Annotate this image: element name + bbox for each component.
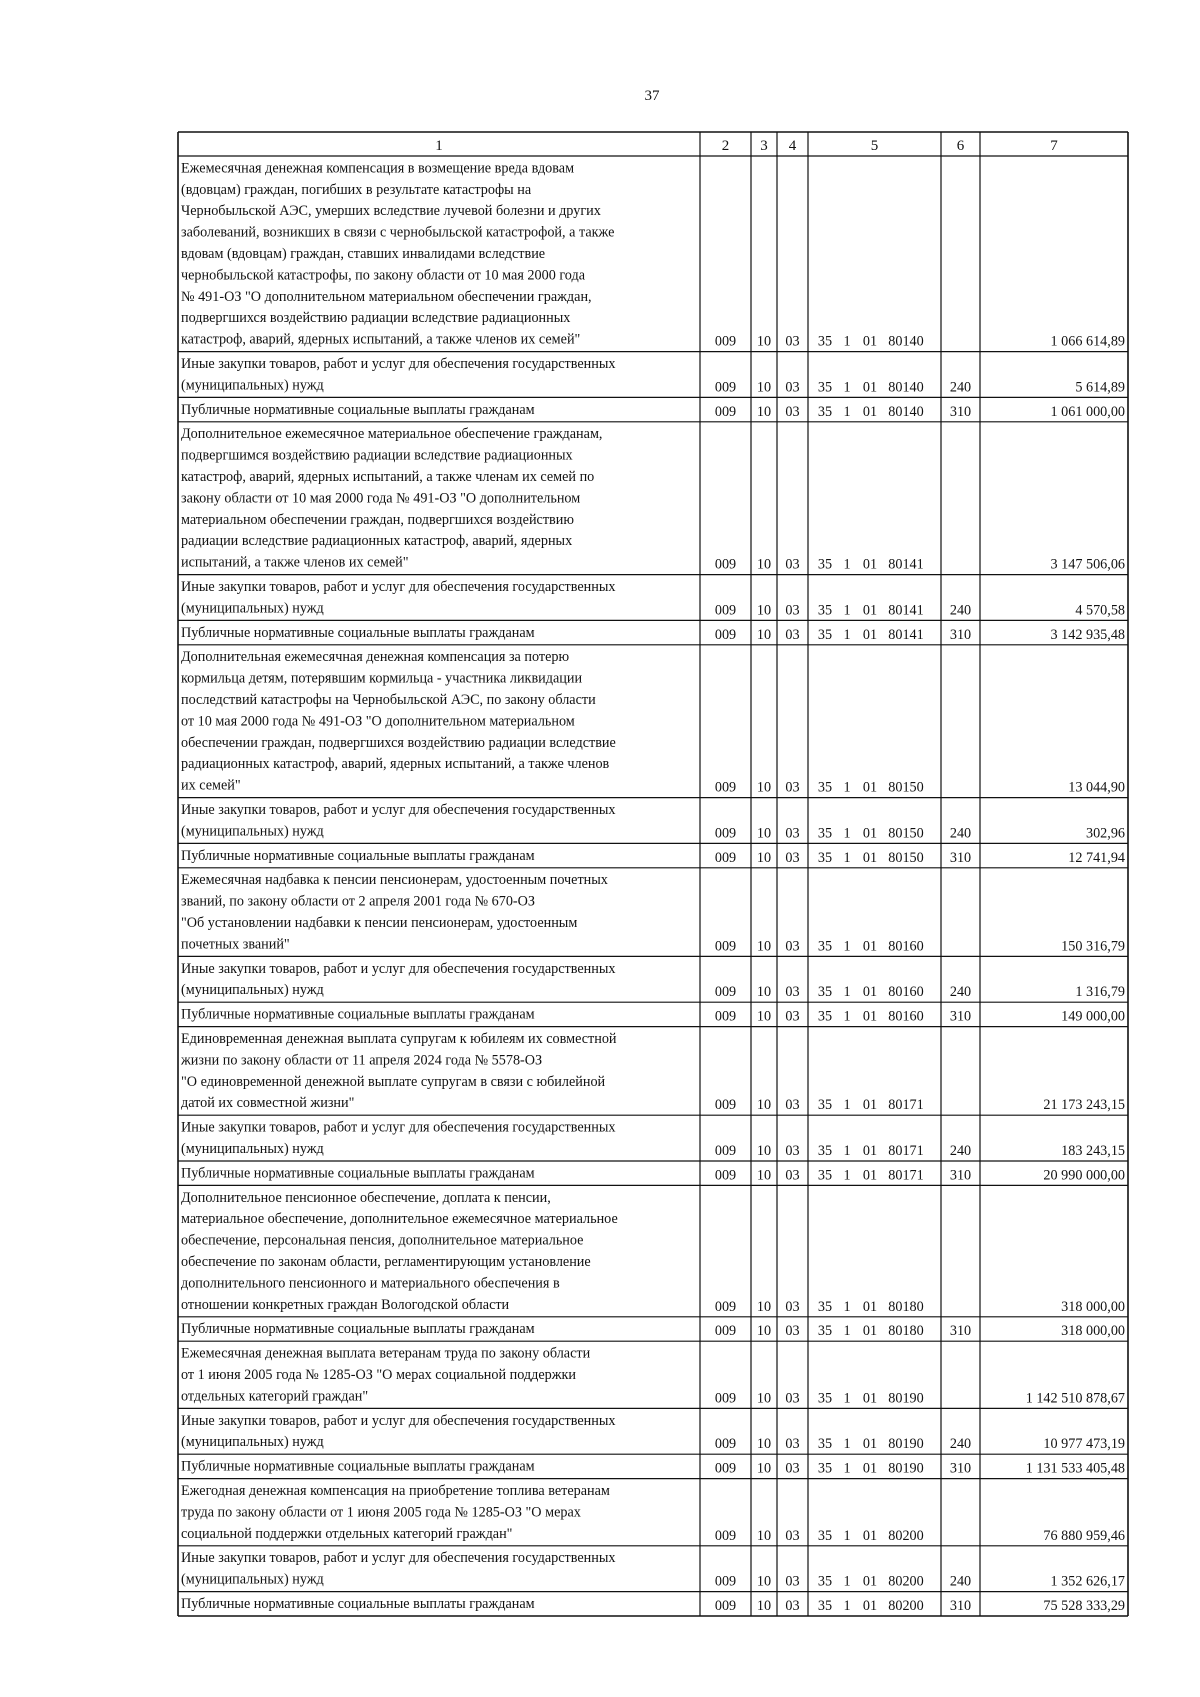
cell-target-type: 1 [843,1573,851,1590]
cell-amount: 1 061 000,00 [1050,403,1125,420]
cell-target-subprogram: 01 [862,1390,878,1407]
cell-amount: 1 316,79 [1075,984,1125,1001]
cell-subsection-code: 03 [785,1460,800,1477]
cell-target-subprogram: 01 [862,1167,878,1184]
cell-target-direction: 80200 [888,1527,924,1544]
cell-ministry-code: 009 [714,333,737,350]
cell-expense-type: 310 [949,1598,972,1614]
cell-expense-type: 240 [949,602,972,619]
cell-target-direction: 80140 [888,403,924,420]
row-description-line: Иные закупки товаров, работ и услуг для обеспечения государственных [181,356,616,372]
cell-expense-type: 310 [949,1460,972,1477]
row-description-line: катастроф, аварий, ядерных испытаний, а также членов их семей" [181,331,581,348]
column-header: 6 [956,138,965,154]
cell-target-direction: 80141 [888,626,924,643]
cell-target-program: 35 [817,849,833,866]
cell-section-code: 10 [756,1390,772,1407]
cell-subsection-code: 03 [785,984,800,1001]
page-number: 37 [644,88,660,104]
cell-amount: 3 147 506,06 [1050,556,1125,573]
column-header: 1 [435,138,443,154]
cell-section-code: 10 [756,1323,772,1340]
cell-target-subprogram: 01 [862,333,878,350]
cell-subsection-code: 03 [785,403,800,420]
cell-section-code: 10 [756,1167,772,1184]
cell-target-program: 35 [817,779,833,796]
cell-target-subprogram: 01 [862,556,878,573]
cell-section-code: 10 [756,849,772,866]
column-header: 7 [1050,138,1058,154]
cell-target-subprogram: 01 [862,1436,878,1453]
row-description-line: Публичные нормативные социальные выплаты гражданам [181,1458,535,1475]
column-header: 2 [721,138,730,154]
row-description-line: подвергшимся воздействию радиации вследствие радиационных [181,447,573,464]
cell-section-code: 10 [756,1298,772,1315]
cell-target-type: 1 [843,1390,851,1407]
row-description-line: последствий катастрофы на Чернобыльской АЭС, по закону области [181,692,596,708]
row-description-line: (муниципальных) нужд [181,823,324,840]
cell-target-subprogram: 01 [862,379,878,396]
cell-target-type: 1 [843,1436,851,1453]
cell-subsection-code: 03 [785,1573,800,1590]
cell-target-direction: 80141 [888,602,924,619]
cell-target-type: 1 [843,825,851,842]
cell-expense-type: 240 [949,1573,972,1590]
cell-amount: 1 352 626,17 [1050,1573,1125,1590]
row-description-line: испытаний, а также членов их семей" [181,554,409,571]
cell-amount: 3 142 935,48 [1050,626,1125,643]
row-description-line: Иные закупки товаров, работ и услуг для обеспечения государственных [181,1550,616,1567]
cell-ministry-code: 009 [714,1298,737,1315]
cell-target-program: 35 [817,379,833,396]
cell-expense-type: 240 [949,1143,972,1159]
row-description-line: (муниципальных) нужд [181,1141,324,1157]
cell-subsection-code: 03 [785,1436,800,1453]
cell-ministry-code: 009 [714,1598,737,1614]
cell-target-direction: 80160 [888,938,924,955]
cell-target-direction: 80160 [888,984,924,1001]
cell-target-direction: 80190 [888,1460,924,1477]
cell-amount: 302,96 [1085,825,1125,842]
row-description-line: датой их совместной жизни" [181,1095,355,1112]
row-description-line: (муниципальных) нужд [181,1571,324,1588]
row-description-line: вдовам (вдовцам) граждан, ставших инвалидами вследствие [181,246,546,262]
row-description-line: почетных званий" [181,936,290,953]
cell-target-type: 1 [843,333,851,350]
row-description-line: отношении конкретных граждан Вологодской области [181,1296,510,1313]
cell-target-type: 1 [843,1598,851,1614]
cell-ministry-code: 009 [714,626,737,643]
cell-subsection-code: 03 [785,849,800,866]
cell-target-direction: 80141 [888,556,924,573]
cell-target-subprogram: 01 [862,1460,878,1477]
cell-ministry-code: 009 [714,1436,737,1453]
cell-target-type: 1 [843,1527,851,1544]
cell-target-direction: 80150 [888,825,924,842]
row-description-line: (муниципальных) нужд [181,1434,324,1451]
cell-target-subprogram: 01 [862,779,878,796]
cell-section-code: 10 [756,984,772,1001]
row-description-line: Ежемесячная надбавка к пенсии пенсионерам, удостоенным почетных [181,872,608,889]
cell-target-subprogram: 01 [862,626,878,643]
row-description-line: подвергшихся воздействию радиации вследствие радиационных [181,310,571,327]
cell-amount: 76 880 959,46 [1043,1527,1125,1544]
row-description-line: Публичные нормативные социальные выплаты гражданам [181,1006,535,1023]
row-description-line: Иные закупки товаров, работ и услуг для обеспечения государственных [181,960,616,977]
cell-target-program: 35 [817,938,833,955]
column-header: 5 [870,138,879,154]
cell-target-subprogram: 01 [862,1143,878,1159]
cell-target-direction: 80190 [888,1390,924,1407]
row-description-line: Дополнительная ежемесячная денежная компенсация за потерю [181,649,570,666]
row-description-line: Публичные нормативные социальные выплаты гражданам [181,1321,535,1338]
cell-amount: 4 570,58 [1075,602,1125,619]
cell-amount: 21 173 243,15 [1043,1097,1125,1114]
cell-target-program: 35 [817,1143,833,1159]
cell-subsection-code: 03 [785,556,800,573]
cell-amount: 150 316,79 [1061,938,1125,955]
cell-ministry-code: 009 [714,602,737,619]
cell-target-type: 1 [843,602,851,619]
row-description-line: Иные закупки товаров, работ и услуг для обеспечения государственных [181,1412,616,1429]
cell-section-code: 10 [756,1008,772,1025]
cell-ministry-code: 009 [714,1143,737,1159]
row-description-line: Ежемесячная денежная выплата ветеранам труда по закону области [181,1345,591,1362]
cell-target-type: 1 [843,403,851,420]
cell-target-program: 35 [817,1167,833,1184]
row-description-line: Иные закупки товаров, работ и услуг для обеспечения государственных [181,1119,616,1136]
cell-ministry-code: 009 [714,1573,737,1590]
cell-target-subprogram: 01 [862,403,878,420]
cell-ministry-code: 009 [714,1323,737,1340]
cell-ministry-code: 009 [714,403,737,420]
cell-target-type: 1 [843,1460,851,1477]
row-description-line: обеспечение по законам области, регламентирующим установление [181,1254,591,1270]
cell-amount: 10 977 473,19 [1043,1436,1125,1453]
row-description-line: Дополнительное пенсионное обеспечение, доплата к пенсии, [181,1189,551,1206]
cell-subsection-code: 03 [785,825,800,842]
cell-target-program: 35 [817,1298,833,1315]
row-description-line: "Об установлении надбавки к пенсии пенсионерам, удостоенным [181,915,578,931]
row-description-line: Публичные нормативные социальные выплаты гражданам [181,1165,535,1182]
row-description-line: социальной поддержки отдельных категорий граждан" [181,1525,513,1542]
cell-target-program: 35 [817,1460,833,1477]
cell-subsection-code: 03 [785,1527,800,1544]
cell-ministry-code: 009 [714,849,737,866]
row-description-line: званий, по закону области от 2 апреля 2001 года № 670-ОЗ [181,893,536,910]
cell-amount: 149 000,00 [1061,1008,1125,1025]
cell-target-subprogram: 01 [862,1008,878,1025]
cell-ministry-code: 009 [714,379,737,396]
row-description-line: от 10 мая 2000 года № 491-ОЗ "О дополнительном материальном [181,713,575,730]
cell-amount: 318 000,00 [1061,1323,1125,1340]
cell-section-code: 10 [756,1527,772,1544]
cell-ministry-code: 009 [714,1097,737,1114]
cell-target-subprogram: 01 [862,602,878,619]
cell-amount: 1 066 614,89 [1050,333,1125,350]
cell-target-subprogram: 01 [862,984,878,1001]
cell-ministry-code: 009 [714,1008,737,1025]
budget-table [178,132,1128,1616]
cell-subsection-code: 03 [785,626,800,643]
row-description-line: (муниципальных) нужд [181,377,324,394]
cell-ministry-code: 009 [714,1527,737,1544]
cell-target-type: 1 [843,626,851,643]
cell-target-program: 35 [817,1598,833,1614]
cell-target-program: 35 [817,602,833,619]
cell-amount: 1 131 533 405,48 [1025,1460,1125,1477]
cell-target-subprogram: 01 [862,1527,878,1544]
cell-target-subprogram: 01 [862,849,878,866]
cell-target-program: 35 [817,1323,833,1340]
cell-target-program: 35 [817,1008,833,1025]
cell-target-program: 35 [817,825,833,842]
cell-amount: 5 614,89 [1075,379,1125,396]
row-description-line: Публичные нормативные социальные выплаты гражданам [181,401,535,418]
row-description-line: радиационных катастроф, аварий, ядерных испытаний, а также членов [181,756,610,773]
cell-target-direction: 80200 [888,1598,924,1614]
row-description-line: катастроф, аварий, ядерных испытаний, а также членам их семей по [181,469,595,485]
row-description-line: труда по закону области от 1 июня 2005 года № 1285-ОЗ "О мерах [181,1504,581,1521]
cell-target-program: 35 [817,1097,833,1114]
cell-target-program: 35 [817,1436,833,1453]
cell-target-program: 35 [817,984,833,1001]
cell-section-code: 10 [756,403,772,420]
row-description-line: от 1 июня 2005 года № 1285-ОЗ "О мерах социальной поддержки [181,1367,577,1383]
cell-target-direction: 80190 [888,1436,924,1453]
cell-target-program: 35 [817,626,833,643]
cell-target-type: 1 [843,379,851,396]
cell-ministry-code: 009 [714,1390,737,1407]
row-description-line: радиации вследствие радиационных катастроф, аварий, ядерных [181,533,573,550]
cell-target-direction: 80171 [888,1167,924,1184]
row-description-line: Публичные нормативные социальные выплаты гражданам [181,1596,535,1612]
cell-target-subprogram: 01 [862,1598,878,1614]
cell-subsection-code: 03 [785,1598,800,1614]
cell-subsection-code: 03 [785,1167,800,1184]
cell-subsection-code: 03 [785,333,800,350]
row-description-line: Ежегодная денежная компенсация на приобретение топлива ветеранам [181,1483,610,1499]
row-description-line: кормильца детям, потерявшим кормильца - участника ликвидации [181,670,583,687]
row-description-line: "О единовременной денежной выплате супругам в связи с юбилейной [181,1073,606,1090]
cell-expense-type: 310 [949,1008,972,1025]
cell-expense-type: 310 [949,626,972,643]
cell-target-program: 35 [817,403,833,420]
cell-amount: 20 990 000,00 [1043,1167,1125,1184]
row-description-line: обеспечении граждан, подвергшихся воздействию радиации вследствие [181,734,616,751]
row-description-line: их семей" [181,777,241,794]
row-description-line: Чернобыльской АЭС, умерших вследствие лучевой болезни и других [181,203,601,220]
cell-target-direction: 80180 [888,1298,924,1315]
cell-ministry-code: 009 [714,938,737,955]
cell-amount: 318 000,00 [1061,1298,1125,1315]
column-header: 4 [788,138,797,154]
cell-amount: 75 528 333,29 [1043,1598,1125,1614]
cell-target-program: 35 [817,1390,833,1407]
cell-target-type: 1 [843,984,851,1001]
cell-target-direction: 80150 [888,779,924,796]
cell-subsection-code: 03 [785,379,800,396]
cell-target-type: 1 [843,1097,851,1114]
cell-ministry-code: 009 [714,984,737,1001]
cell-ministry-code: 009 [714,779,737,796]
cell-section-code: 10 [756,379,772,396]
row-description-line: отдельных категорий граждан" [181,1388,369,1405]
cell-expense-type: 240 [949,825,972,842]
row-description-line: заболеваний, возникших в связи с чернобыльской катастрофой, а также [181,224,615,241]
cell-section-code: 10 [756,556,772,573]
cell-expense-type: 240 [949,1436,972,1453]
cell-target-direction: 80150 [888,849,924,866]
row-description-line: обеспечение, персональная пенсия, дополнительное материальное [181,1232,584,1249]
row-description-line: Единовременная денежная выплата супругам к юбилеям их совместной [181,1031,617,1047]
cell-amount: 183 243,15 [1061,1143,1125,1159]
row-description-line: Иные закупки товаров, работ и услуг для обеспечения государственных [181,802,616,818]
cell-target-direction: 80171 [888,1143,924,1159]
cell-target-direction: 80140 [888,379,924,396]
row-description-line: закону области от 10 мая 2000 года № 491-ОЗ "О дополнительном [181,490,581,507]
cell-target-direction: 80180 [888,1323,924,1340]
cell-target-direction: 80160 [888,1008,924,1025]
row-description-line: Иные закупки товаров, работ и услуг для обеспечения государственных [181,579,616,595]
row-description-line: Публичные нормативные социальные выплаты гражданам [181,847,535,864]
cell-target-type: 1 [843,1008,851,1025]
cell-section-code: 10 [756,938,772,955]
cell-section-code: 10 [756,602,772,619]
cell-amount: 13 044,90 [1068,779,1125,796]
cell-subsection-code: 03 [785,602,800,619]
cell-target-type: 1 [843,849,851,866]
cell-target-program: 35 [817,556,833,573]
cell-expense-type: 310 [949,849,972,866]
cell-subsection-code: 03 [785,1323,800,1340]
column-header: 3 [760,138,768,154]
cell-target-program: 35 [817,1573,833,1590]
cell-target-subprogram: 01 [862,1323,878,1340]
cell-section-code: 10 [756,1460,772,1477]
cell-subsection-code: 03 [785,1298,800,1315]
cell-target-subprogram: 01 [862,1097,878,1114]
cell-ministry-code: 009 [714,825,737,842]
cell-amount: 12 741,94 [1068,849,1125,866]
row-description-line: жизни по закону области от 11 апреля 2024 года № 5578-ОЗ [181,1052,543,1069]
row-description-line: (муниципальных) нужд [181,600,324,617]
cell-target-type: 1 [843,1298,851,1315]
cell-target-direction: 80200 [888,1573,924,1590]
cell-expense-type: 240 [949,984,972,1001]
cell-subsection-code: 03 [785,1008,800,1025]
cell-target-direction: 80171 [888,1097,924,1114]
cell-target-subprogram: 01 [862,1573,878,1590]
cell-target-direction: 80140 [888,333,924,350]
cell-target-type: 1 [843,1167,851,1184]
cell-ministry-code: 009 [714,1167,737,1184]
cell-expense-type: 310 [949,1323,972,1340]
cell-section-code: 10 [756,1436,772,1453]
cell-amount: 1 142 510 878,67 [1025,1390,1125,1407]
row-description-line: дополнительного пенсионного и материального обеспечения в [181,1275,560,1292]
row-description-line: (вдовцам) граждан, погибших в результате катастрофы на [181,181,532,198]
cell-section-code: 10 [756,1097,772,1114]
row-description-line: чернобыльской катастрофы, по закону области от 10 мая 2000 года [181,267,586,284]
cell-target-type: 1 [843,779,851,796]
cell-section-code: 10 [756,1143,772,1159]
row-description-line: (муниципальных) нужд [181,982,324,999]
cell-section-code: 10 [756,1573,772,1590]
row-description-line: № 491-ОЗ "О дополнительном материальном обеспечении граждан, [181,288,592,305]
row-description-line: материальное обеспечение, дополнительное ежемесячное материальное [181,1211,618,1228]
cell-section-code: 10 [756,825,772,842]
cell-subsection-code: 03 [785,1390,800,1407]
cell-target-subprogram: 01 [862,825,878,842]
cell-subsection-code: 03 [785,1097,800,1114]
cell-expense-type: 310 [949,403,972,420]
cell-subsection-code: 03 [785,938,800,955]
row-description-line: Публичные нормативные социальные выплаты гражданам [181,624,535,641]
cell-subsection-code: 03 [785,779,800,796]
cell-target-type: 1 [843,1323,851,1340]
cell-section-code: 10 [756,626,772,643]
cell-ministry-code: 009 [714,556,737,573]
cell-expense-type: 240 [949,379,972,396]
cell-expense-type: 310 [949,1167,972,1184]
cell-ministry-code: 009 [714,1460,737,1477]
cell-section-code: 10 [756,1598,772,1614]
cell-target-program: 35 [817,333,833,350]
cell-target-type: 1 [843,938,851,955]
cell-target-program: 35 [817,1527,833,1544]
cell-section-code: 10 [756,333,772,350]
cell-target-type: 1 [843,556,851,573]
row-description-line: материальном обеспечении граждан, подвергшихся воздействию [181,511,574,528]
cell-target-type: 1 [843,1143,851,1159]
row-description-line: Дополнительное ежемесячное материальное обеспечение гражданам, [181,426,603,443]
cell-target-subprogram: 01 [862,938,878,955]
cell-target-subprogram: 01 [862,1298,878,1315]
cell-subsection-code: 03 [785,1143,800,1159]
row-description-line: Ежемесячная денежная компенсация в возмещение вреда вдовам [181,160,575,177]
cell-section-code: 10 [756,779,772,796]
